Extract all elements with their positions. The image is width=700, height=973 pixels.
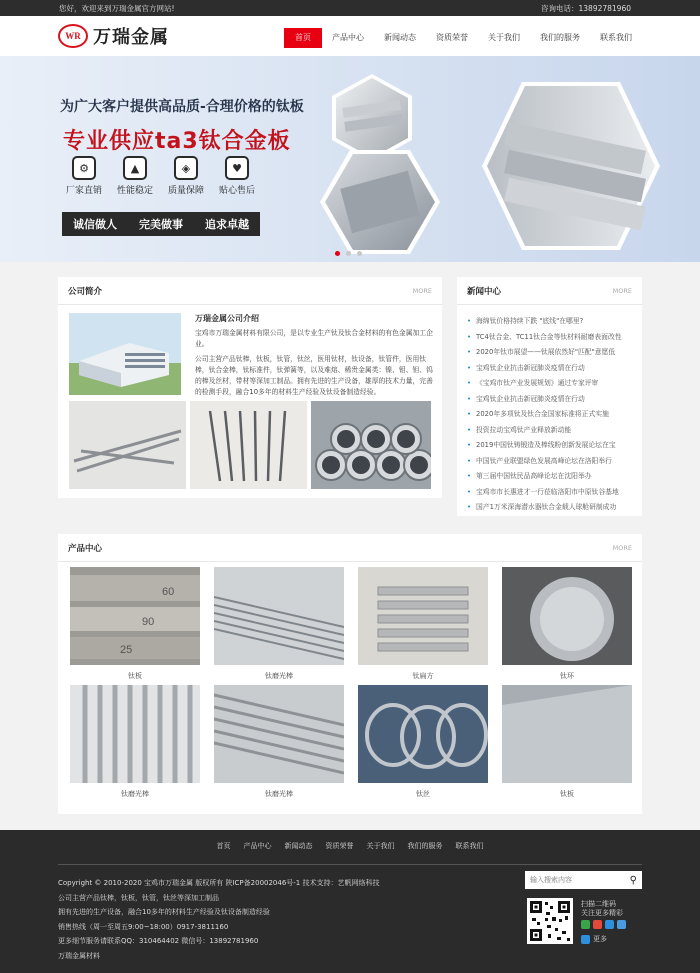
- news-item[interactable]: • 宝鸡钛企业抗击新冠肺炎疫情在行动: [467, 392, 634, 408]
- titanium-electrodes-photo: [190, 401, 307, 489]
- footer-divider: [58, 864, 642, 865]
- footer-nav-products[interactable]: 产品中心: [243, 842, 272, 850]
- about-title: 公司简介: [68, 286, 103, 297]
- banner-product-images: [290, 74, 670, 262]
- news-more-link[interactable]: MORE: [612, 286, 632, 295]
- nav-services[interactable]: 我们的服务: [540, 33, 580, 42]
- product-caption: 钛扁方: [412, 672, 434, 680]
- products-section: [58, 534, 642, 814]
- nav-contact[interactable]: 联系我们: [600, 33, 632, 42]
- product-caption: 钛磨光棒: [265, 790, 293, 798]
- qr-caption-line: 扫描二维码: [581, 900, 616, 908]
- feature-label: 厂家直销: [65, 186, 102, 196]
- titanium-tubes-photo: [311, 401, 431, 489]
- product-image: [358, 567, 488, 665]
- slider-dot[interactable]: [346, 251, 351, 256]
- footer-nav-contact[interactable]: 联系我们: [455, 842, 484, 850]
- share-more-label: 更多: [593, 935, 607, 943]
- slider-dots: [335, 251, 362, 256]
- news-title: 新闻中心: [467, 286, 502, 297]
- feature-stable: [111, 156, 159, 196]
- slider-dot[interactable]: [335, 251, 340, 256]
- about-subtitle: 万瑞金属公司介绍: [195, 314, 259, 323]
- feature-direct-sale: [60, 156, 108, 196]
- news-list: [457, 305, 642, 516]
- welcome-text: 您好，欢迎来到万瑞金属官方网站!: [59, 3, 175, 13]
- site-footer: [0, 830, 700, 973]
- product-card[interactable]: [358, 685, 488, 799]
- product-caption: 钛丝: [416, 790, 430, 798]
- feature-label: 贴心售后: [218, 186, 255, 196]
- news-item[interactable]: • 宝鸡钛企业抗击新冠肺炎疫情在行动: [467, 361, 634, 377]
- slogan-item: 诚信做人: [73, 218, 117, 231]
- product-caption: 钛磨光棒: [265, 672, 293, 680]
- news-item[interactable]: • 宝鸡市市长惠进才一行莅临洛阳市中原钛谷基地: [467, 485, 634, 501]
- product-caption: 钛环: [560, 672, 574, 680]
- company-building-photo: [69, 313, 181, 395]
- search-icon[interactable]: ⚲: [629, 874, 637, 886]
- news-item[interactable]: • 中国钛产业联盟绿色发展高峰论坛在洛阳举行: [467, 454, 634, 470]
- nav-honors[interactable]: 资质荣誉: [436, 33, 468, 42]
- footer-nav-home[interactable]: 首页: [216, 842, 231, 850]
- heart-hand-icon: ♥: [225, 156, 249, 180]
- about-more-link[interactable]: MORE: [412, 286, 432, 295]
- footer-nav-services[interactable]: 我们的服务: [407, 842, 443, 850]
- news-section: [457, 277, 642, 516]
- site-header: [0, 16, 700, 56]
- plate-label: 25: [120, 644, 133, 656]
- qr-code: [527, 898, 573, 944]
- feature-label: 质量保障: [167, 186, 204, 196]
- footer-nav-news[interactable]: 新闻动态: [284, 842, 313, 850]
- product-image: [214, 685, 344, 783]
- product-image: [70, 685, 200, 783]
- product-card[interactable]: [214, 685, 344, 799]
- about-para-2: 公司主营产品钛棒，钛板，钛管，钛丝，医用钛材，钛设备，钛管件，医用钛棒，钛合金棒，钛标准件，钛弹簧等，以及难熔、稀贵金属类：镍、钼、钽、钨的棒及丝材，带材等深加工制品。拥有先进的生产设备，雄厚的技术力量，完善的检测手段，融合10多年的材料生产经验及钛设备制造经验。: [195, 355, 433, 396]
- footer-qq: 更多细节服务请联系QQ：310464402 微信号：13892781960: [58, 937, 259, 946]
- feature-service: [213, 156, 261, 196]
- footer-line: 公司主营产品钛棒，钛板，钛管，钛丝等深加工制品: [58, 893, 219, 902]
- news-item[interactable]: • 《宝鸡市钛产业发展规划》通过专家评审: [467, 376, 634, 392]
- product-card[interactable]: [358, 567, 488, 681]
- logo-name: 万瑞金属: [93, 27, 169, 48]
- product-card[interactable]: [502, 685, 632, 799]
- news-item[interactable]: • TC4钛合金、TC11钛合金等钛材料耐磨表面改性: [467, 330, 634, 346]
- qr-caption-line: 关注更多精彩: [581, 909, 623, 917]
- plate-label: 90: [142, 616, 155, 628]
- about-para-1: 宝鸡市万瑞金属材料有限公司，是以专业生产钛及钛合金材料的有色金属加工企业。: [195, 329, 433, 348]
- product-image: [70, 567, 200, 665]
- about-section: [58, 277, 442, 498]
- weibo-icon[interactable]: [593, 920, 602, 929]
- footer-line: 万瑞金属材料: [58, 951, 100, 960]
- gears-icon: ⚙: [72, 156, 96, 180]
- news-item[interactable]: • 2020年钛市展望——钛展依然好"匹配"意愿低: [467, 345, 634, 361]
- product-card[interactable]: [214, 567, 344, 681]
- main-nav: [284, 28, 642, 48]
- footer-copyright: Copyright © 2010-2020 宝鸡市万瑞金属 版权所有 陕ICP备20002046号-1 技术支持：艺帆网络科技: [58, 879, 380, 887]
- slogan-item: 追求卓越: [205, 218, 249, 231]
- product-image: [502, 567, 632, 665]
- product-image: [502, 685, 632, 783]
- feature-label: 性能稳定: [116, 186, 153, 196]
- news-item[interactable]: • 2020年多项钛及钛合金国家标准将正式实施: [467, 407, 634, 423]
- product-image: [214, 567, 344, 665]
- products-more-link[interactable]: MORE: [612, 543, 632, 552]
- footer-nav-about[interactable]: 关于我们: [366, 842, 395, 850]
- titanium-rods-photo: [69, 401, 186, 489]
- logo-mark: WR: [58, 24, 88, 48]
- products-title: 产品中心: [68, 543, 103, 554]
- news-item[interactable]: • 第三届中国钛民品高峰论坛在沈阳举办: [467, 469, 634, 485]
- product-image: [358, 685, 488, 783]
- banner-headline: 为广大客户提供高品质-合理价格的钛板: [60, 99, 304, 115]
- footer-hotline: 销售热线（周一至周五9:00~18:00）0917-3811160: [58, 922, 229, 931]
- plus-icon: [581, 935, 590, 944]
- banner-title: 专业供应ta3钛合金板: [63, 129, 291, 154]
- wechat-icon[interactable]: [581, 920, 590, 929]
- phone-text: 咨询电话：13892781960: [541, 3, 631, 13]
- shield-icon: ◈: [174, 156, 198, 180]
- product-card[interactable]: [70, 685, 200, 799]
- plate-label: 60: [162, 586, 175, 598]
- news-item[interactable]: • 海绵钛价格持续下跌 "底线"在哪里?: [467, 314, 634, 330]
- share-icons: [581, 920, 626, 929]
- news-item[interactable]: • 国产1万米深海潜水器钛合金载人球舱研制成功: [467, 500, 634, 516]
- news-item[interactable]: • 2019中国钛铸锻造及棒线粉创新发展论坛在宝: [467, 438, 634, 454]
- footer-nav: [0, 830, 700, 851]
- site-logo[interactable]: [58, 23, 169, 49]
- nav-products[interactable]: 产品中心: [332, 33, 364, 42]
- nav-news[interactable]: 新闻动态: [384, 33, 416, 42]
- hero-banner[interactable]: [0, 56, 700, 262]
- search-input[interactable]: [530, 876, 620, 884]
- nav-about[interactable]: 关于我们: [488, 33, 520, 42]
- triangle-icon: ▲: [123, 156, 147, 180]
- nav-home[interactable]: 首页: [284, 28, 322, 48]
- slogan-bar: [62, 212, 260, 236]
- tencent-weibo-icon[interactable]: [617, 920, 626, 929]
- footer-line: 拥有先进的生产设备，融合10多年的材料生产经验及钛设备制造经验: [58, 908, 270, 917]
- product-card[interactable]: [70, 567, 200, 681]
- news-item[interactable]: • 投资拉动宝鸡钛产业释放新动能: [467, 423, 634, 439]
- share-more[interactable]: [581, 934, 607, 944]
- product-caption: 钛磨光棒: [121, 790, 149, 798]
- qr-caption: [581, 900, 623, 918]
- feature-quality: [162, 156, 210, 196]
- slider-dot[interactable]: [357, 251, 362, 256]
- slogan-item: 完美做事: [139, 218, 183, 231]
- footer-search: [525, 871, 642, 889]
- product-caption: 钛板: [560, 790, 574, 798]
- footer-nav-honors[interactable]: 资质荣誉: [325, 842, 354, 850]
- product-caption: 钛板: [128, 672, 142, 680]
- top-bar: [0, 0, 700, 16]
- qzone-icon[interactable]: [605, 920, 614, 929]
- product-card[interactable]: [502, 567, 632, 681]
- footer-info: [58, 876, 380, 964]
